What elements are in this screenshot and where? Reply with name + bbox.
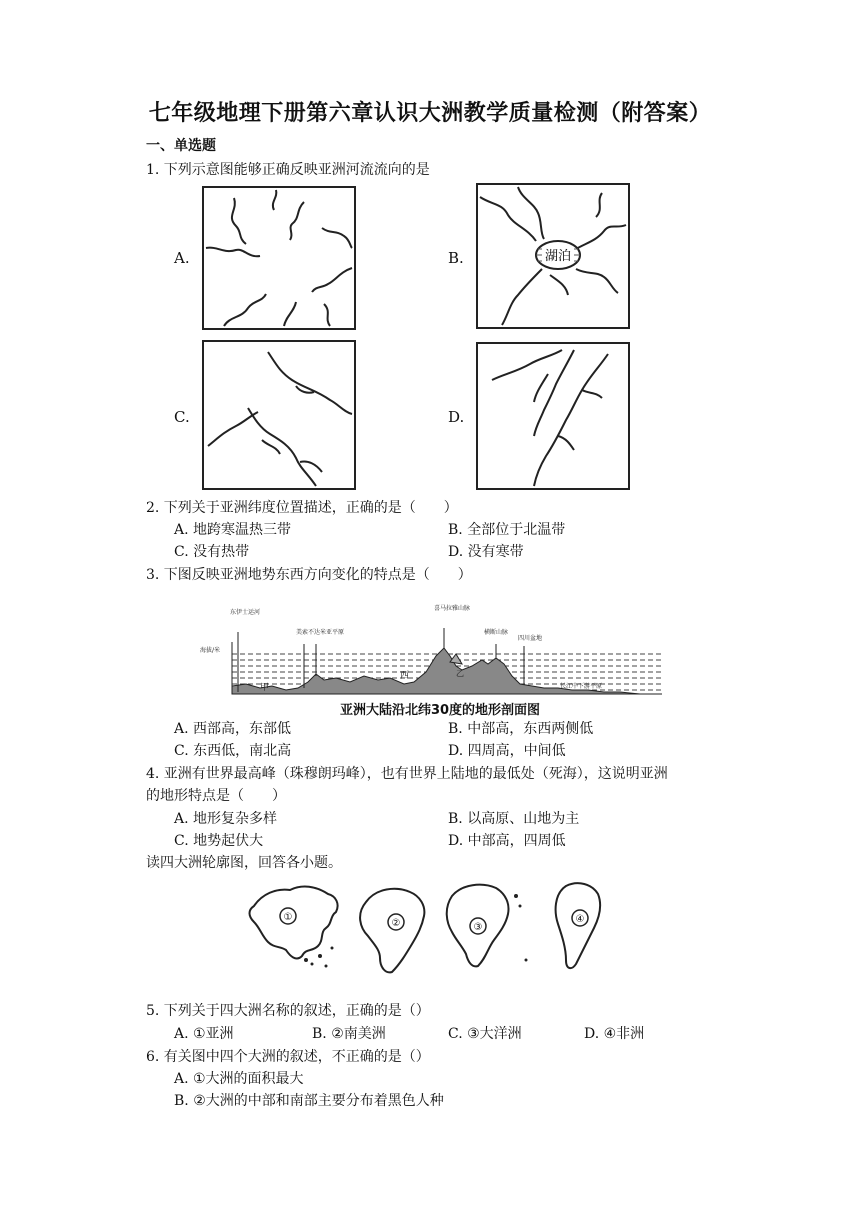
continents-outline-figure [240, 876, 640, 976]
label-sichuan: 四川盆地 [518, 635, 543, 642]
label-xi: 西 [400, 671, 410, 681]
q5-option-a: A. ①亚洲 [174, 1026, 234, 1042]
q4-option-c: C. 地势起伏大 [174, 833, 264, 849]
q3-option-a: A. 西部高，东部低 [174, 721, 292, 737]
q2-option-c: C. 没有热带 [174, 544, 250, 560]
question-3-stem: 3. 下图反映亚洲地势东西方向变化的特点是（ ） [146, 567, 472, 583]
q4-option-d: D. 中部高，四周低 [448, 833, 566, 849]
q1-label-c: C. [174, 408, 190, 426]
q1-label-b: B. [448, 249, 464, 267]
label-everest: 喜马拉雅山脉 [434, 605, 471, 612]
figure-caption: 亚洲大陆沿北纬30度的地形剖面图 [339, 703, 541, 718]
q4-option-a: A. 地形复杂多样 [174, 811, 278, 827]
q3-option-d: D. 四周高，中间低 [448, 743, 566, 759]
q2-option-d: D. 没有寒带 [448, 544, 524, 560]
q3-option-c: C. 东西低，南北高 [174, 743, 292, 759]
section-heading: 一、单选题 [146, 138, 216, 154]
q6-option-b: B. ②大洲的中部和南部主要分布着黑色人种 [174, 1093, 444, 1109]
terrain-profile-figure [200, 602, 662, 720]
q1-label-d: D. [448, 408, 465, 426]
q5-option-d: D. ④非洲 [584, 1026, 645, 1042]
q3-option-b: B. 中部高，东西两侧低 [448, 721, 594, 737]
q5-option-b: B. ②南美洲 [312, 1026, 386, 1042]
page-title: 七年级地理下册第六章认识大洲教学质量检测（附答案） [148, 100, 712, 126]
question-4-stem-line2: 的地形特点是（ ） [146, 788, 286, 804]
question-1-stem: 1. 下列示意图能够正确反映亚洲河流流向的是 [146, 162, 430, 178]
q1-map-c [202, 340, 356, 490]
continent-number-1: ① [283, 912, 293, 923]
q1-map-d [476, 342, 630, 490]
question-6-stem: 6. 有关图中四个大洲的叙述，不正确的是（） [146, 1049, 430, 1065]
continent-2-outline [360, 889, 424, 973]
continent-number-4: ④ [575, 914, 585, 925]
label-east-plain: 长江中下游平原 [560, 683, 603, 690]
reading-instruction: 读四大洲轮廓图，回答各小题。 [146, 855, 342, 871]
continent-number-2: ② [391, 918, 401, 929]
label-mesopotamia: 美索不达米亚平原 [296, 629, 345, 636]
lake-label: 湖泊 [544, 249, 572, 264]
question-2-stem: 2. 下列关于亚洲纬度位置描述，正确的是（ ） [146, 500, 458, 516]
q5-option-c: C. ③大洋洲 [448, 1026, 522, 1042]
q1-map-b [476, 183, 630, 329]
q2-option-b: B. 全部位于北温带 [448, 522, 566, 538]
question-5-stem: 5. 下列关于四大洲名称的叙述，正确的是（） [146, 1003, 430, 1019]
label-hengduan: 横断山脉 [484, 629, 509, 636]
q6-option-a: A. ①大洲的面积最大 [174, 1071, 304, 1087]
q4-option-b: B. 以高原、山地为主 [448, 811, 580, 827]
question-4-stem-line1: 4. 亚洲有世界最高峰（珠穆朗玛峰），也有世界上陆地的最低处（死海），这说明亚洲 [146, 766, 668, 782]
q1-label-a: A. [174, 249, 190, 267]
label-yi: 乙 [456, 669, 464, 678]
q1-map-a [202, 186, 356, 330]
label-y-axis: 海拔/米 [200, 647, 221, 654]
label-west-place: 东伊士运河 [230, 609, 261, 616]
q2-option-a: A. 地跨寒温热三带 [174, 522, 292, 538]
continent-number-3: ③ [473, 922, 483, 933]
label-jia: 甲 [260, 683, 270, 693]
